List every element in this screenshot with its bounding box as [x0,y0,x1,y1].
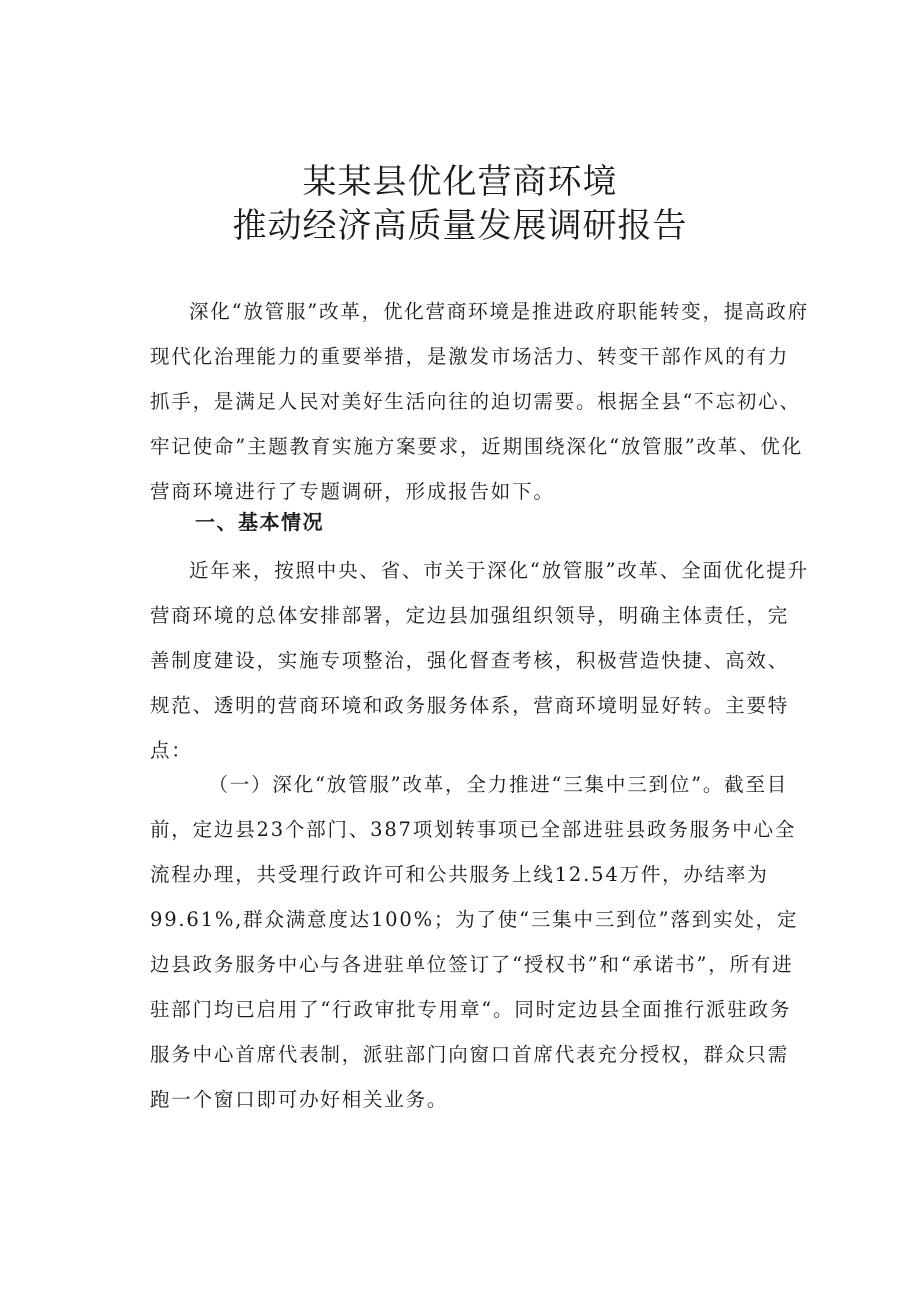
intro-paragraph: 深化“放管服”改革，优化营商环境是推进政府职能转变，提高政府现代化治理能力的重要举措，是激发市场活力、转变干部作风的有力抓手，是满足人民对美好生活向往的迫切需要。根据全县“不忘初心、牢记使命”主题教育实施方案要求，近期围绕深化“放管服”改革、优化营商环境进行了专题调研，形成报告如下。 [150,300,809,503]
section-heading-basic-situation: 一、基本情况 [195,510,324,534]
document-title-line-2: 推动经济高质量发展调研报告 [232,206,688,246]
body-paragraph-overview: 近年来，按照中央、省、市关于深化“放管服”改革、全面优化提升营商环境的总体安排部署，定边县加强组织领导，明确主体责任，完善制度建设，实施专项整治，强化督查考核，积极营造快捷、高效、规范、透明的营商环境和政务服务体系，营商环境明显好转。主要特点： [150,559,809,762]
document-title-line-1: 某某县优化营商环境 [302,162,618,202]
body-paragraph-reform: （一）深化“放管服”改革，全力推进“三集中三到位”。截至目前，定边县23个部门、387项划转事项已全部进驻县政务服务中心全流程办理，共受理行政许可和公共服务上线12.54万件，办结率为99.61%,群众满意度达100%；为了使“三集中三到位”落到实处，定边县政务服务中心与各进驻单位签订了“授权书”和“承诺书”，所有进驻部门均已启用了“行政审批专用章“。同时定边县全面推行派驻政务服务中心首席代表制，派驻部门向窗口首席代表充分授权，群众只需跑一个窗口即可办好相关业务。 [150,773,799,1111]
